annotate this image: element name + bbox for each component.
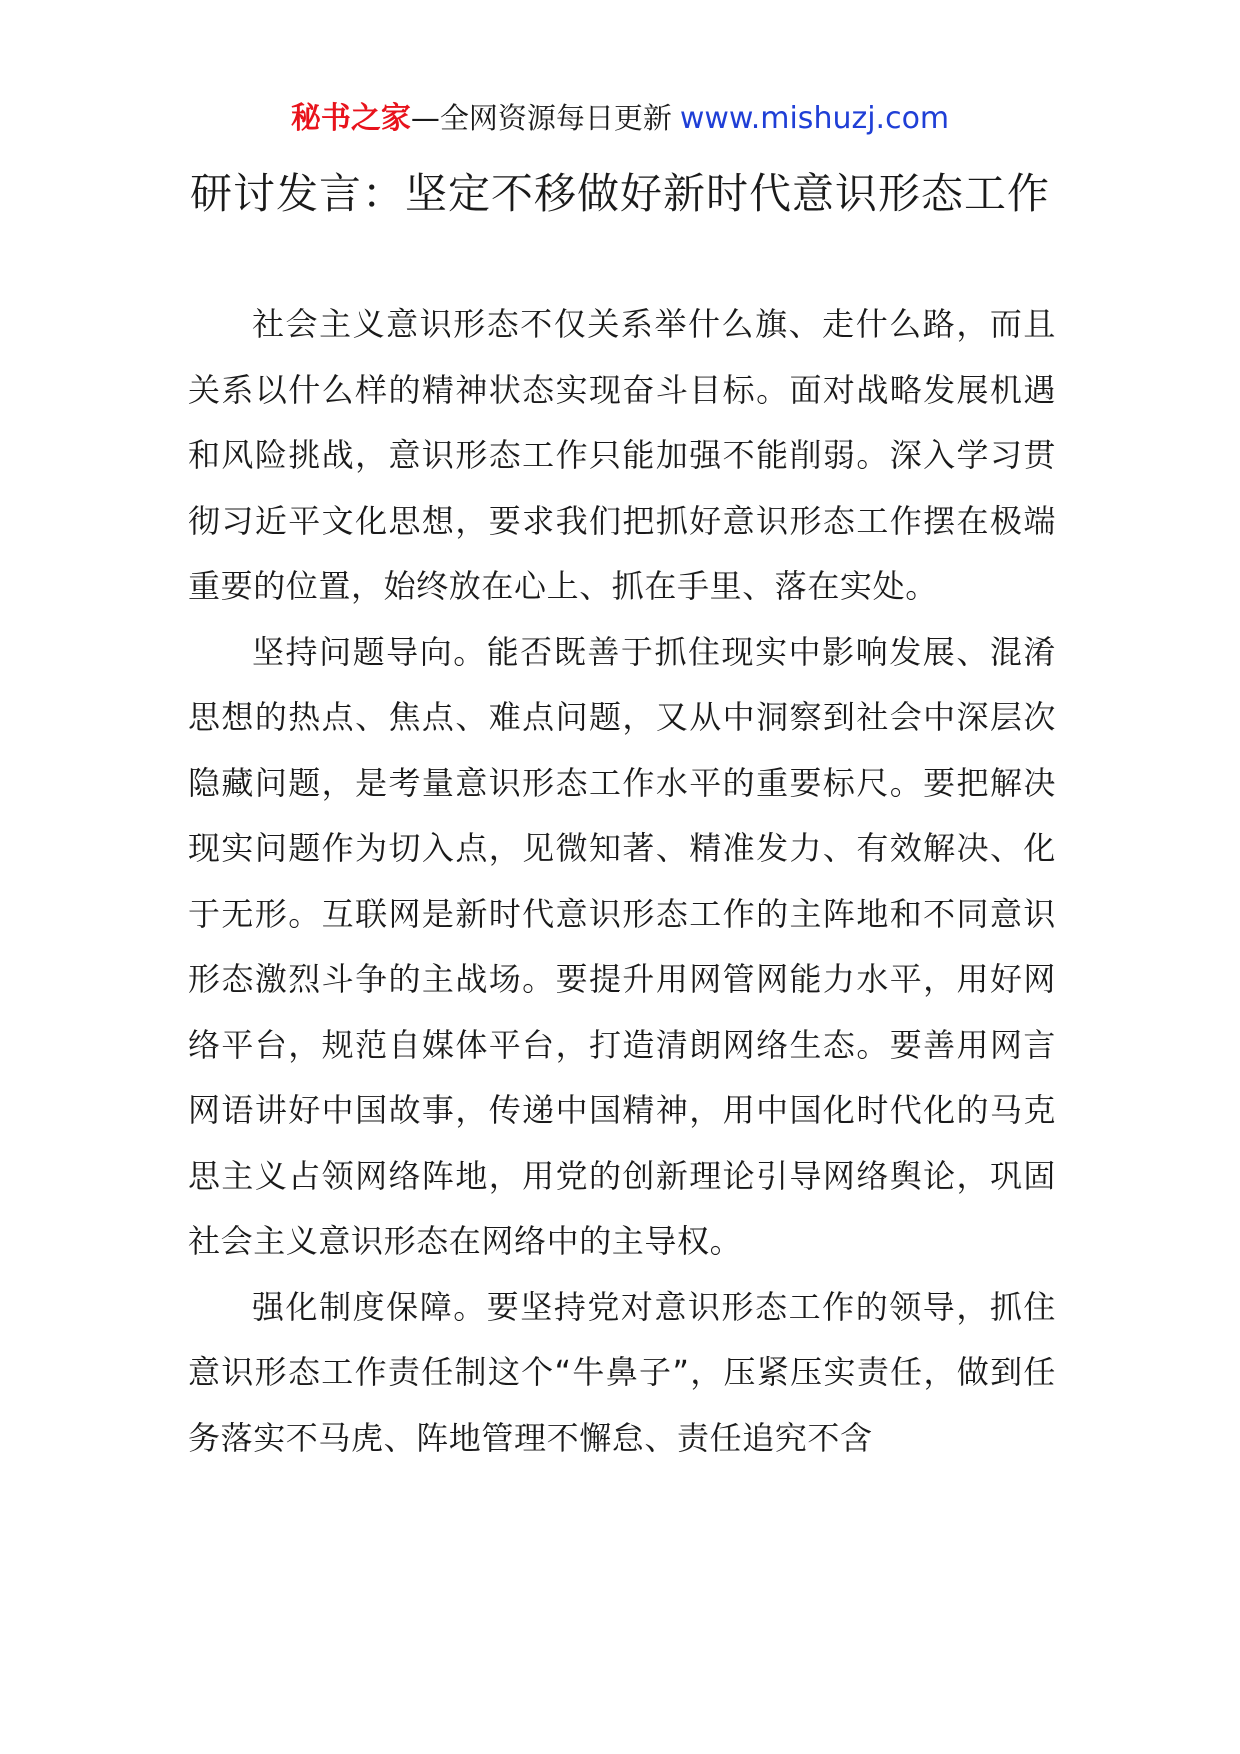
site-name: 秘书之家 — [290, 101, 411, 136]
site-header — [0, 98, 1240, 139]
site-tagline: —全网资源每日更新 — [410, 101, 672, 135]
paragraph-3: 强化制度保障。要坚持党对意识形态工作的领导，抓住意识形态工作责任制这个“牛鼻子”，压紧压实责任，做到任务落实不马虎、阵地管理不懈怠、责任追究不含 — [188, 1287, 1056, 1457]
document-title: 研讨发言：坚定不移做好新时代意识形态工作 — [189, 169, 1050, 218]
paragraph-1: 社会主义意识形态不仅关系举什么旗、走什么路，而且关系以什么样的精神状态实现奋斗目标。面对战略发展机遇和风险挑战，意识形态工作只能加强不能削弱。深入学习贯彻习近平文化思想，要求我们把抓好意识形态工作摆在极端重要的位置，始终放在心上、抓在手里、落在实处。 — [188, 305, 1056, 605]
site-url-link[interactable]: www.mishuzj.com — [679, 101, 950, 136]
document-body — [188, 292, 1056, 1471]
paragraph-2: 坚持问题导向。能否既善于抓住现实中影响发展、混淆思想的热点、焦点、难点问题，又从中洞察到社会中深层次隐藏问题，是考量意识形态工作水平的重要标尺。要把解决现实问题作为切入点，见微知著、精准发力、有效解决、化于无形。互联网是新时代意识形态工作的主阵地和不同意识形态激烈斗争的主战场。要提升用网管网能力水平，用好网络平台，规范自媒体平台，打造清朗网络生态。要善用网言网语讲好中国故事，传递中国精神，用中国化时代化的马克思主义占领网络阵地，用党的创新理论引导网络舆论，巩固社会主义意识形态在网络中的主导权。 — [188, 632, 1056, 1260]
